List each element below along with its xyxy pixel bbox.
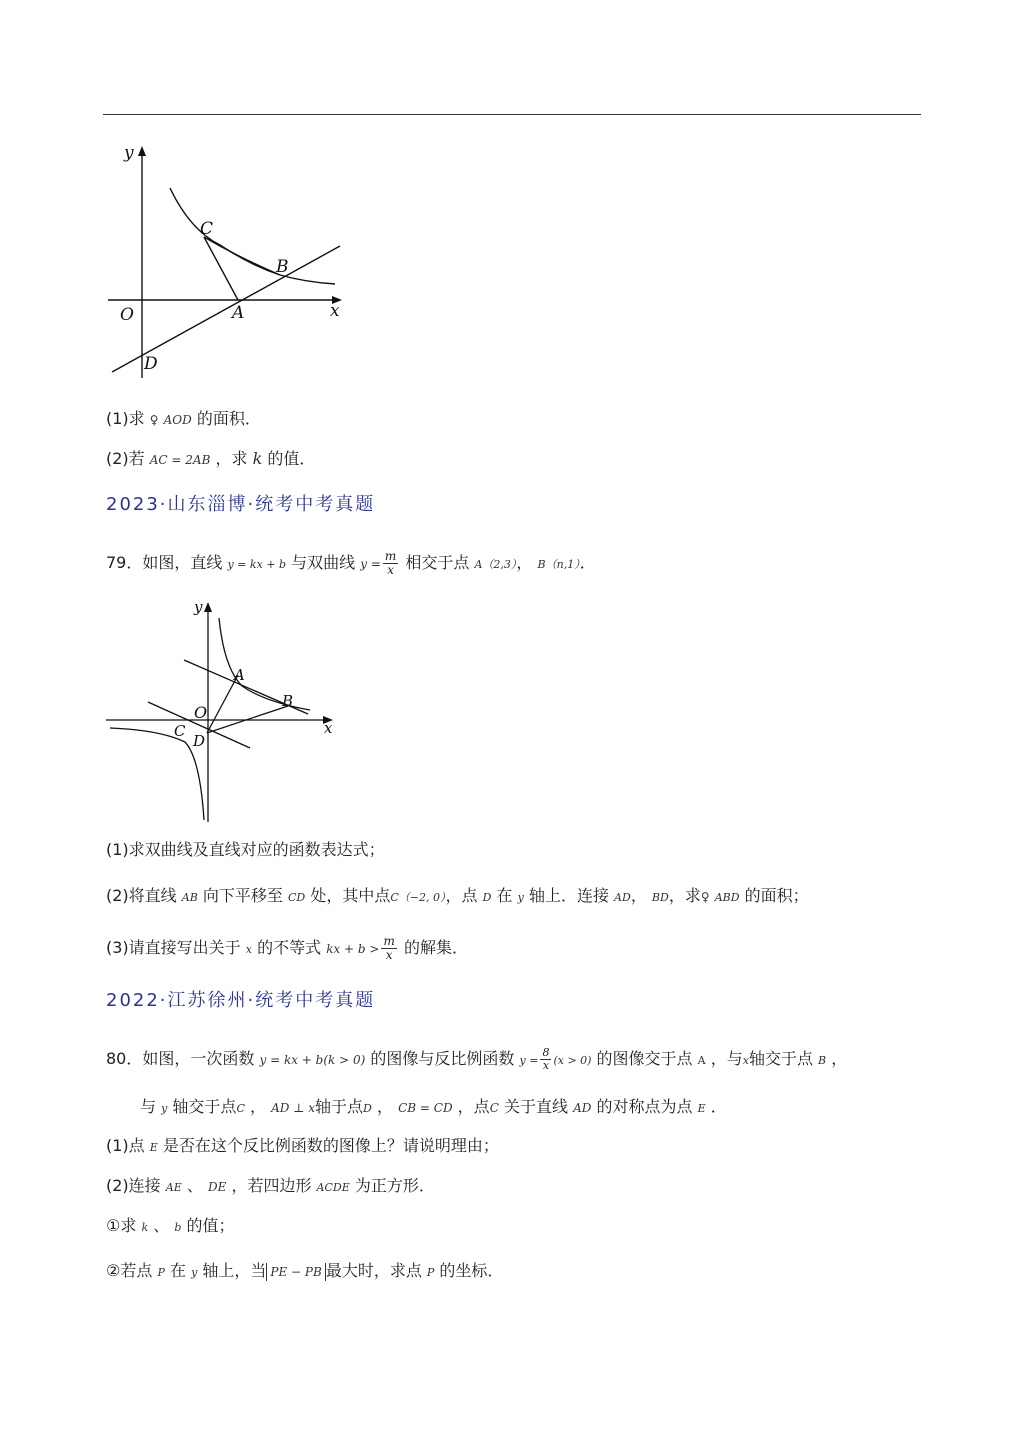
label-B: B <box>282 692 294 710</box>
q80-stem-line2: 与 y 轴交于点C ， AD ⊥ x轴于点D ， CB = CD ，点C 关于直线 AD 的对称点为点 E ． <box>140 1097 727 1116</box>
label-y: y <box>124 143 134 163</box>
hyperbola-curve <box>170 188 335 284</box>
label-B: B <box>276 257 289 277</box>
fraction-8-over-x: $\frac{8}{x}$ <box>542 1046 550 1072</box>
label-C: C <box>174 722 186 740</box>
figure-1 <box>100 140 350 385</box>
section-heading-2022: 2022·江苏徐州·统考中考真题 <box>106 990 376 1011</box>
label-A: A <box>234 666 245 684</box>
figure-2 <box>100 598 350 828</box>
top-rule <box>103 114 921 115</box>
section-heading-2023: 2023·山东淄博·统考中考真题 <box>106 494 376 515</box>
label-D: D <box>144 354 158 374</box>
hyperbola-branch-1 <box>219 618 310 710</box>
q80-part3: ①求 k 、 b 的值； <box>106 1216 235 1235</box>
hyperbola-branch-2 <box>110 728 204 820</box>
fraction-m-over-x-2: $\frac{m}{x}$ <box>383 934 395 962</box>
label-D: D <box>193 732 206 750</box>
label-x: x <box>324 719 333 737</box>
label-O: O <box>194 703 208 722</box>
segment-CB <box>204 237 280 275</box>
q79-part2: (2)将直线 AB 向下平移至 CD 处，其中点C（−2, 0），点 D 在 y 轴上．连接 AD， BD，求♀ ABD 的面积； <box>106 886 809 905</box>
q79-stem: 79．如图，直线 y = kx + b 与双曲线 y = $\frac{m}{x}$ 相交于点 A（2,3）， B（n,1）． <box>106 549 596 577</box>
q78-part2: (2)若 AC = 2AB ，求 k 的值． <box>106 449 316 468</box>
label-O: O <box>120 305 134 325</box>
label-C: C <box>200 219 214 239</box>
y-axis-arrow <box>204 602 212 612</box>
y-axis-arrow <box>138 146 146 156</box>
q80-part4: ②若点 P 在 y 轴上，当 PE − PB 最大时，求点 P 的坐标． <box>106 1261 504 1280</box>
q79-part1: (1)求双曲线及直线对应的函数表达式； <box>106 840 385 859</box>
q79-part3: (3)请直接写出关于 x 的不等式 kx + b > $\frac{m}{x}$ 的解集． <box>106 934 468 962</box>
label-x: x <box>330 301 340 321</box>
q80-stem-line1: 80．如图，一次函数 y = kx + b(k > 0) 的图像与反比例函数 y = $\frac{8}{x}$ (x > 0) 的图像交于点 A ，与x轴交于点 B ， <box>106 1046 848 1072</box>
q78-part1: (1)求 ♀ AOD 的面积． <box>106 409 261 428</box>
q80-part2: (2)连接 AE 、 DE ，若四边形 ACDE 为正方形． <box>106 1176 435 1195</box>
label-y: y <box>194 598 203 616</box>
abs-PE-minus-PB: PE − PB <box>266 1263 325 1281</box>
label-A: A <box>232 303 245 323</box>
fraction-m-over-x: $\frac{m}{x}$ <box>384 549 397 577</box>
q80-part1: (1)点 E 是否在这个反比例函数的图像上？请说明理由； <box>106 1136 499 1155</box>
